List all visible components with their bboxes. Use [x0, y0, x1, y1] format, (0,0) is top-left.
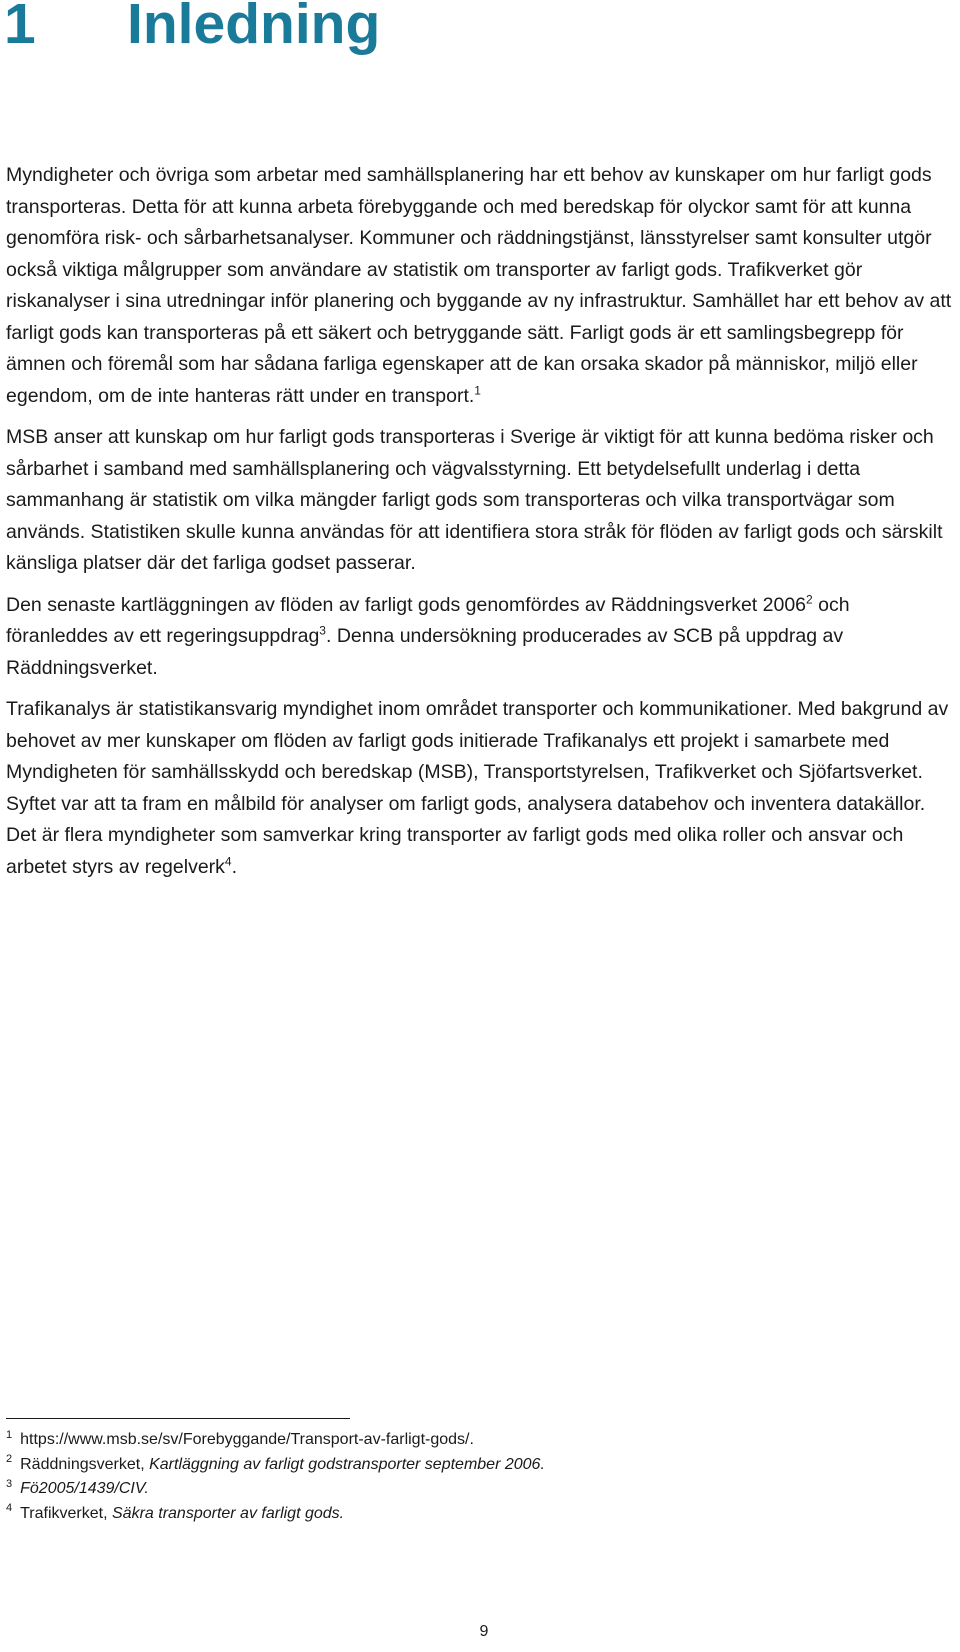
chapter-heading — [4, 0, 380, 64]
footnote-number: 3 — [6, 1477, 13, 1490]
footnote-text: Trafikverket, — [20, 1504, 112, 1522]
footnote-title: Kartläggning av farligt godstransporter september 2006. — [149, 1455, 545, 1473]
paragraph-2-text: MSB anser att kunskap om hur farligt gods transporteras i Sverige är viktigt för att kunna bedöma risker och sårbarhet i samband med samhällsplanering och vägvalsstyrning. Ett betydelsefullt underlag i detta sammanhang är statistik om vilka mängder farligt gods som transporteras och vilka transportvägar som används. Statistiken skulle kunna användas för att identifiera stora stråk för flöden av farligt gods och särskilt känsliga platser där det farliga godset passerar. — [6, 426, 943, 574]
paragraph-3-text-a: Den senaste kartläggningen av flöden av farligt gods genomfördes av Räddningsverket 2006 — [6, 593, 807, 616]
footnote-4 — [6, 1502, 946, 1527]
footnote-text: Räddningsverket, — [20, 1455, 150, 1473]
footnote-ref-1[interactable]: 1 — [474, 383, 481, 397]
paragraph-4-text: Trafikanalys är statistikansvarig myndighet inom området transporter och kommunikationer. Med bakgrund av behovet av mer kunskaper om flöden av farligt gods initierade Trafikanalys ett projekt i samarbete med Myndigheten för samhällsskydd och beredskap (MSB), Transportstyrelsen, Trafikverket och Sjöfartsverket. Syftet var att ta fram en målbild för analyser om farligt gods, analysera databehov och inventera datakällor. Det är flera myndigheter som samverkar kring transporter av farligt gods med olika roller och ansvar och arbetet styrs av regelverk — [6, 698, 949, 878]
paragraph-3-text-c: . Denna undersökning producerades av SCB på uppdrag av Räddningsverket. — [6, 625, 844, 679]
footnote-ref-2[interactable]: 2 — [806, 592, 813, 606]
footnote-3 — [6, 1477, 946, 1502]
footnote-title: Säkra transporter av farligt gods. — [112, 1504, 345, 1522]
paragraph-4-end: . — [231, 855, 238, 878]
page-number-value: 9 — [479, 1623, 489, 1640]
paragraph-4 — [6, 694, 956, 883]
footnote-separator — [6, 1418, 350, 1419]
paragraph-2 — [6, 422, 956, 580]
footnote-2 — [6, 1453, 946, 1478]
chapter-number: 1 — [4, 0, 36, 56]
footnote-link[interactable]: https://www.msb.se/sv/Forebyggande/Transport-av-farligt-gods/. — [20, 1431, 474, 1448]
paragraph-3-text-b: och föranleddes av ett regeringsuppdrag — [6, 593, 850, 647]
page-number — [0, 1622, 960, 1642]
body-text — [6, 160, 956, 893]
footnotes — [6, 1428, 946, 1526]
footnote-number: 2 — [6, 1453, 13, 1466]
footnote-number: 1 — [6, 1428, 13, 1441]
footnote-number: 4 — [6, 1502, 13, 1515]
footnote-1 — [6, 1428, 946, 1453]
footnote-title: Fö2005/1439/CIV. — [20, 1480, 149, 1497]
footnote-ref-3[interactable]: 3 — [319, 623, 326, 638]
paragraph-3 — [6, 590, 956, 685]
chapter-title: Inledning — [127, 0, 381, 56]
paragraph-1 — [6, 160, 956, 412]
paragraph-1-text: Myndigheter och övriga som arbetar med samhällsplanering har ett behov av kunskaper om hur farligt gods transporteras. Detta för att kunna arbeta förebyggande och med beredskap för olyckor samt för att kunna genomföra risk- och sårbarhetsanalyser. Kommuner och räddningstjänst, länsstyrelser samt konsulter utgör också viktiga målgrupper som användare av statistik om transporter av farligt gods. Trafikverket gör riskanalyser i sina utredningar inför planering och byggande av ny infrastruktur. Samhället har ett behov av att farligt gods kan transporteras på ett säkert och betryggande sätt. Farligt gods är ett samlingsbegrepp för ämnen och föremål som har sådana farliga egenskaper att de kan orsaka skador på människor, miljö eller egendom, om de inte hanteras rätt under en transport. — [6, 164, 952, 407]
footnote-ref-4[interactable]: 4 — [224, 854, 232, 868]
